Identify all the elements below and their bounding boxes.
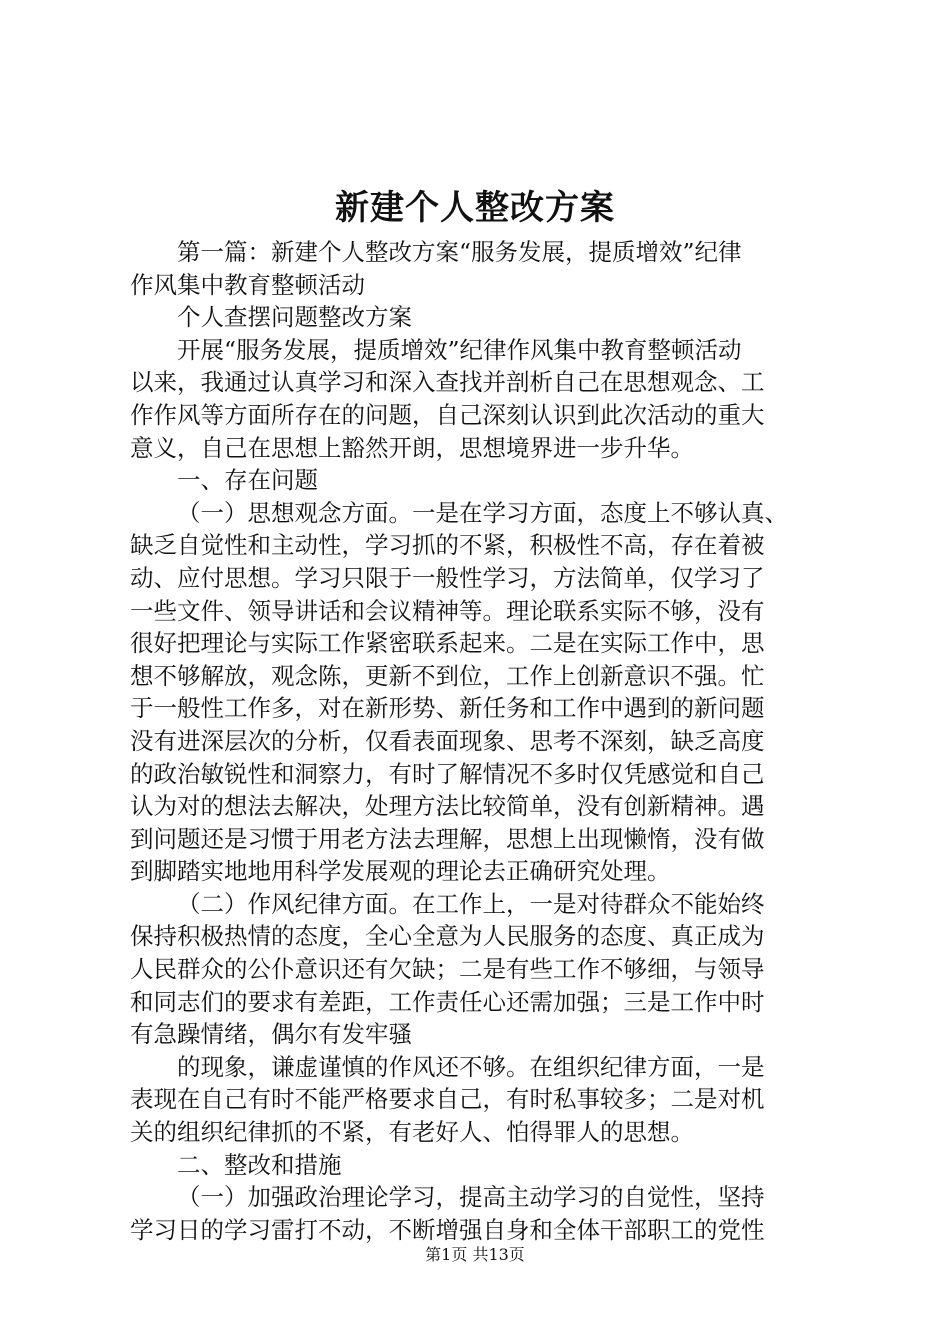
body-line: 二、整改和措施 <box>177 1150 342 1179</box>
body-line: 很好把理论与实际工作紧密联系起来。二是在实际工作中，思 <box>130 629 765 658</box>
body-line: 动、应付思想。学习只限于一般性学习，方法简单，仅学习了 <box>130 563 765 592</box>
document-title: 新建个人整改方案 <box>335 188 615 228</box>
body-line: 意义，自己在思想上豁然开朗，思想境界进一步升华。 <box>130 433 694 462</box>
body-line: 想不够解放，观念陈，更新不到位，工作上创新意识不强。忙 <box>130 661 765 690</box>
body-line: 一些文件、领导讲话和会议精神等。理论联系实际不够，没有 <box>130 596 765 625</box>
body-line: 表现在自己有时不能严格要求自己，有时私事较多；二是对机 <box>130 1085 765 1114</box>
body-line: 到脚踏实地地用科学发展观的理论去正确研究处理。 <box>130 857 671 886</box>
body-line: 学习日的学习雷打不动，不断增强自身和全体干部职工的党性 <box>130 1215 765 1244</box>
body-line: 作作风等方面所存在的问题，自己深刻认识到此次活动的重大 <box>130 400 765 429</box>
document-body <box>130 236 832 1246</box>
body-line: 个人查摆问题整改方案 <box>177 303 412 332</box>
body-line: 的政治敏锐性和洞察力，有时了解情况不多时仅凭感觉和自己 <box>130 759 765 788</box>
body-line: 的现象，谦虚谨慎的作风还不够。在组织纪律方面，一是 <box>177 1052 765 1081</box>
body-line: 第一篇：新建个人整改方案“服务发展，提质增效”纪律 <box>177 238 742 266</box>
body-line: 作风集中教育整顿活动 <box>130 270 365 299</box>
body-line: 一、存在问题 <box>177 466 318 495</box>
body-line: 认为对的想法去解决，处理方法比较简单，没有创新精神。遇 <box>130 792 765 821</box>
body-line: 和同志们的要求有差距，工作责任心还需加强；三是工作中时 <box>130 987 765 1016</box>
body-line: 有急躁情绪，偶尔有发牢骚 <box>130 1020 412 1049</box>
body-line: （二）作风纪律方面。在工作上，一是对待群众不能始终 <box>177 889 765 918</box>
body-line: （一）思想观念方面。一是在学习方面，态度上不够认真、 <box>177 498 788 527</box>
body-line: 以来，我通过认真学习和深入查找并剖析自己在思想观念、工 <box>130 368 765 397</box>
body-line: 没有进深层次的分析，仅看表面现象、思考不深刻，缺乏高度 <box>130 726 765 755</box>
body-line: 缺乏自觉性和主动性，学习抓的不紧，积极性不高，存在着被 <box>130 531 765 560</box>
body-line: 开展“服务发展，提质增效”纪律作风集中教育整顿活动 <box>177 335 742 364</box>
body-line: 到问题还是习惯于用老方法去理解，思想上出现懒惰，没有做 <box>130 824 765 853</box>
body-line: 关的组织纪律抓的不紧，有老好人、怕得罪人的思想。 <box>130 1118 694 1147</box>
body-line: 人民群众的公仆意识还有欠缺；二是有些工作不够细，与领导 <box>130 955 765 984</box>
page-footer: 第1页 共13页 <box>425 1245 525 1264</box>
body-line: 于一般性工作多，对在新形势、新任务和工作中遇到的新问题 <box>130 694 765 723</box>
body-line: 保持积极热情的态度，全心全意为人民服务的态度、真正成为 <box>130 922 765 951</box>
body-line: （一）加强政治理论学习，提高主动学习的自觉性，坚持 <box>177 1183 765 1212</box>
